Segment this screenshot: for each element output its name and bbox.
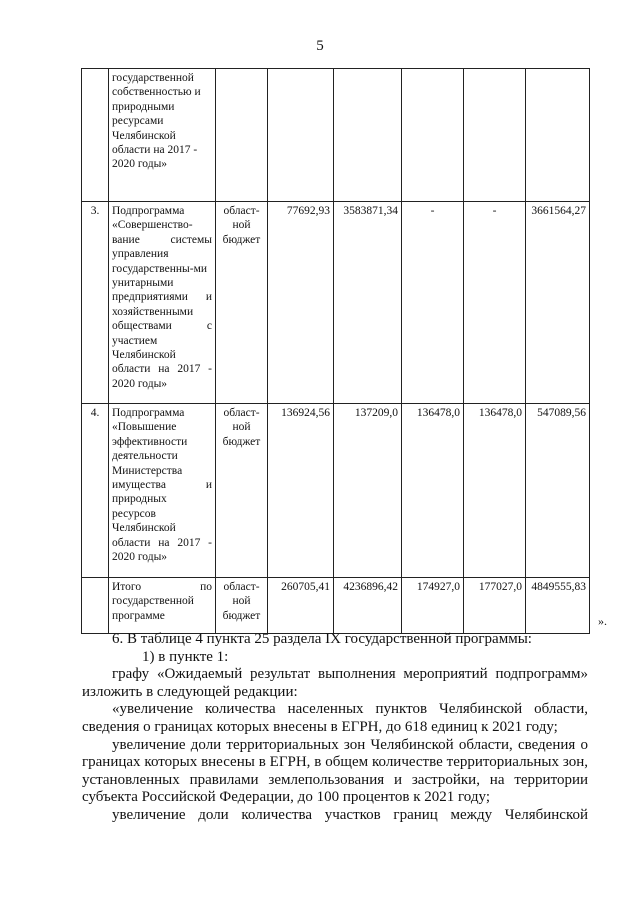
value-2019 (402, 69, 464, 202)
closing-quote: ». (598, 614, 607, 628)
funding-source: област-ной бюджет (216, 578, 268, 634)
value-total (526, 69, 590, 202)
value-2019: 136478,0 (402, 404, 464, 578)
table-row (82, 404, 590, 578)
value-2018: 4236896,42 (334, 578, 402, 634)
program-name: Подпрограмма «Повышение эффективности деятельности Министерства имущества и природных ресурсов Челябинской области на 2017 - 2020 годы» (109, 404, 216, 578)
program-name: государственной собственностью и природными ресурсами Челябинской области на 2017 - 2020 годы» (109, 69, 216, 202)
value-2020: 136478,0 (464, 404, 526, 578)
value-2020: 177027,0 (464, 578, 526, 634)
paragraph: увеличение доли территориальных зон Челябинской области, сведения о границах которых внесены в ЕГРН, в общем количестве территориальных зон, установленных правилами землепользования и застройки, на территории субъекта Российской Федерации, до 100 процентов к 2021 году; (82, 736, 588, 806)
funding-source (216, 69, 268, 202)
value-2018: 3583871,34 (334, 202, 402, 404)
paragraph: «увеличение количества населенных пунктов Челябинской области, сведения о границах которых внесены в ЕГРН, до 618 единиц к 2021 году; (82, 701, 588, 735)
value-2018: 137209,0 (334, 404, 402, 578)
row-number: 4. (82, 404, 109, 578)
document-body (82, 631, 588, 825)
value-2019: - (402, 202, 464, 404)
program-name: Подпрограмма «Совершенство-вание системы управления государственны-ми унитарными предприятиями и хозяйственными обществами с участием Челябинской области на 2017 - 2020 годы» (109, 202, 216, 404)
row-number: 3. (82, 202, 109, 404)
value-2020 (464, 69, 526, 202)
paragraph: 1) в пункте 1: (142, 648, 229, 665)
table-row (82, 578, 590, 634)
value-2017: 260705,41 (268, 578, 334, 634)
value-total: 3661564,27 (526, 202, 590, 404)
paragraph: увеличение доли количества участков границ между Челябинской (112, 806, 588, 823)
value-total: 547089,56 (526, 404, 590, 578)
table-row (82, 202, 590, 404)
value-2017: 77692,93 (268, 202, 334, 404)
value-total: 4849555,83 (526, 578, 590, 634)
paragraph: графу «Ожидаемый результат выполнения мероприятий подпрограмм» изложить в следующей редакции: (82, 666, 588, 700)
value-2017 (268, 69, 334, 202)
funding-source: област-ной бюджет (216, 404, 268, 578)
program-name: Итого по государственной программе (109, 578, 216, 634)
value-2018 (334, 69, 402, 202)
budget-table (81, 68, 590, 634)
row-number (82, 578, 109, 634)
value-2020: - (464, 202, 526, 404)
funding-source: област-ной бюджет (216, 202, 268, 404)
page-number: 5 (316, 38, 324, 54)
value-2019: 174927,0 (402, 578, 464, 634)
value-2017: 136924,56 (268, 404, 334, 578)
table-row (82, 69, 590, 202)
row-number (82, 69, 109, 202)
paragraph: 6. В таблице 4 пункта 25 раздела IX государственной программы: (112, 631, 532, 647)
